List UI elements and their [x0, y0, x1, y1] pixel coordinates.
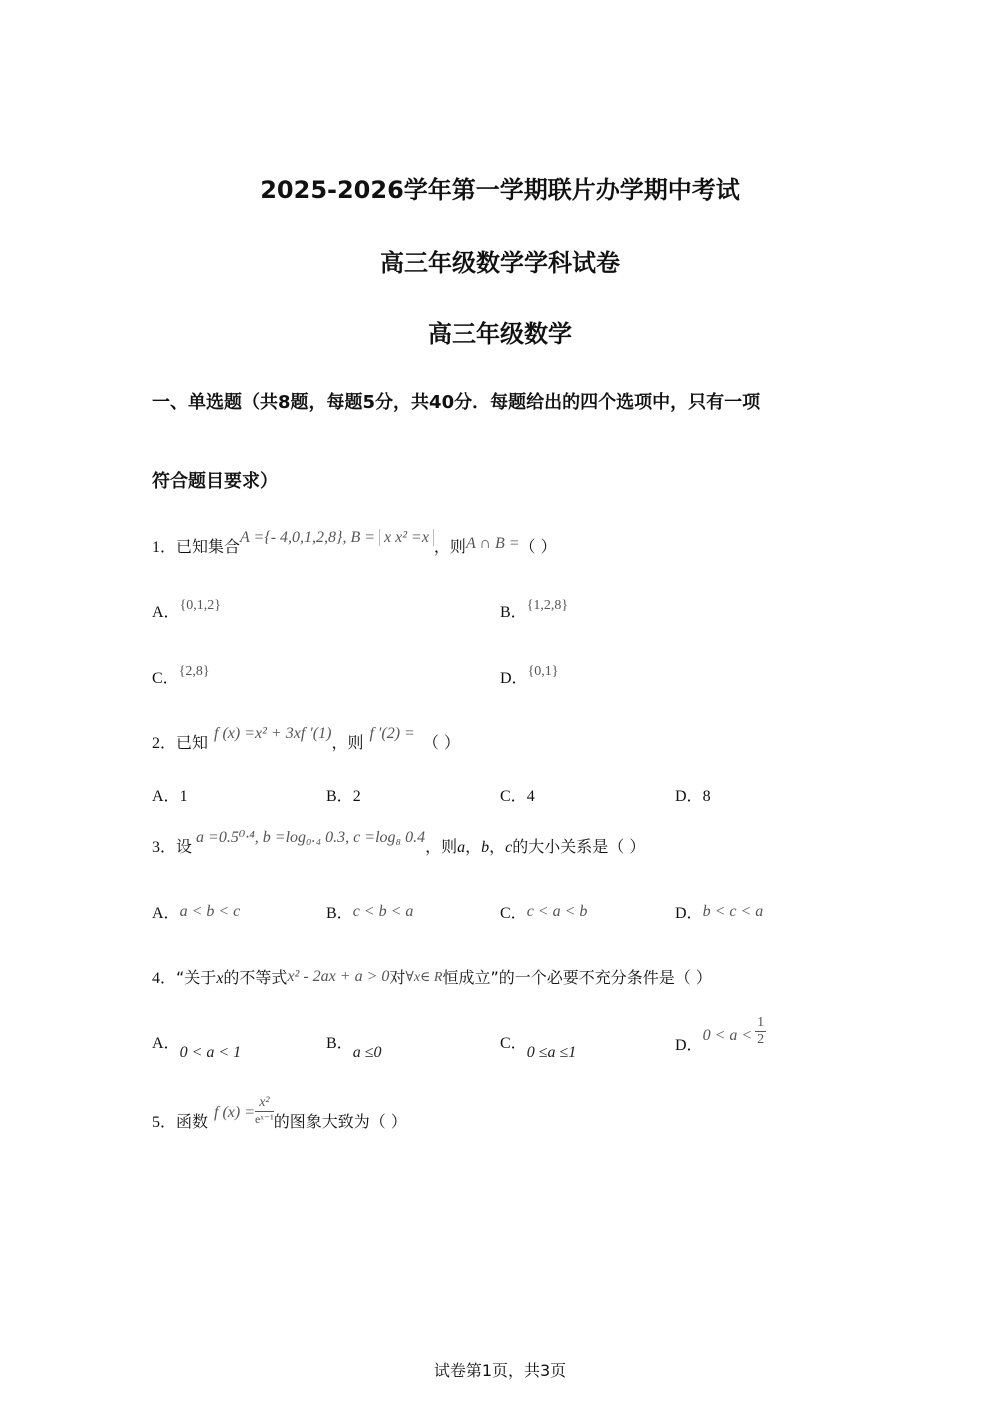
- question-number: 2．: [152, 735, 177, 752]
- option-d: D．b < c < a: [675, 903, 764, 922]
- fraction: $\frac{1}{2}$: [757, 1015, 765, 1047]
- question-text: 的不等式: [223, 968, 288, 987]
- option-value: c < b < a: [352, 903, 414, 920]
- option-c: C．0 ≤a ≤1: [500, 1035, 577, 1061]
- math-expression: a =0.5⁰·⁴, b =log₀.₄ 0.3, c =log₈ 0.4: [196, 829, 426, 846]
- option-a: A．a < b < c: [152, 903, 241, 922]
- question-text: “关于: [176, 968, 217, 987]
- math-expression: f (x) =x² + 3xf ′(1): [214, 725, 332, 742]
- question-number: 1．: [152, 539, 177, 556]
- option-value: b < c < a: [702, 903, 764, 920]
- math-expression: f ′(2) =: [369, 725, 415, 742]
- var-a: a: [457, 839, 466, 856]
- question-text: 已知集合: [176, 537, 241, 556]
- option-a: A．0 < a < 1: [152, 1035, 242, 1061]
- page-footer: 试卷第1页，共3页: [433, 1361, 567, 1380]
- math-expression: ∀x∈ R: [405, 970, 443, 985]
- question-number: 4．: [152, 970, 177, 987]
- question-text: 的图象大致为（ ）: [273, 1112, 407, 1131]
- question-3: 3．设 a =0.5⁰·⁴, b =log₀.₄ 0.3, c =log₈ 0.4，则a，b，c的大小关系是（ ）: [152, 829, 646, 856]
- question-text: 恒成立”的一个必要不充分条件是（ ）: [442, 968, 712, 987]
- question-text: 设: [176, 837, 193, 856]
- exam-subject: 高三年级数学: [428, 320, 572, 348]
- option-value: {1,2,8}: [526, 598, 569, 613]
- option-value: 4: [526, 788, 535, 805]
- option-value: {0,1}: [527, 664, 559, 679]
- question-2: [152, 725, 460, 753]
- option-c: C．c < a < b: [500, 903, 588, 922]
- option-value: a ≤0: [352, 1044, 382, 1061]
- option-value: c < a < b: [526, 903, 588, 920]
- question-text: ，则: [433, 537, 466, 556]
- question-bracket: （ ）: [519, 537, 557, 556]
- math-expression: f (x) =: [214, 1104, 256, 1121]
- var-b: b: [481, 839, 490, 856]
- section-heading-cont: 符合题目要求）: [152, 471, 278, 492]
- question-number: 5．: [152, 1114, 177, 1131]
- option-d: D．8: [675, 788, 711, 805]
- question-text: ，则: [331, 733, 364, 752]
- var-x: x: [216, 970, 224, 987]
- option-value: {0,1,2}: [179, 598, 222, 613]
- option-a: A．{0,1,2}: [152, 598, 222, 621]
- math-set-builder: x x² =x: [379, 529, 434, 546]
- question-bracket: （ ）: [422, 733, 460, 752]
- question-text: 对: [389, 968, 406, 987]
- question-number: 3．: [152, 839, 177, 856]
- fraction: $\frac{\text{x²}}{\text{eˣ⁻¹}}$: [255, 1095, 274, 1126]
- exam-subtitle: 高三年级数学学科试卷: [380, 249, 620, 277]
- option-c: C．4: [500, 788, 535, 805]
- option-d: D．{0,1}: [500, 664, 559, 687]
- option-value: {2,8}: [178, 664, 210, 679]
- math-expression: A ∩ B =: [465, 535, 520, 552]
- var-c: c: [505, 839, 513, 856]
- option-c: C．{2,8}: [152, 664, 210, 687]
- option-d: D．0 < a < $\frac{1}{2}$: [675, 1015, 765, 1054]
- option-value: 1: [179, 788, 188, 805]
- option-b: B．c < b < a: [326, 903, 414, 922]
- section-heading: 一、单选题（共8题，每题5分，共40分．每题给出的四个选项中，只有一项: [152, 392, 761, 413]
- question-text: 函数: [176, 1112, 209, 1131]
- option-a: A．1: [152, 788, 188, 805]
- option-value: 8: [702, 788, 711, 805]
- option-value: 0 ≤a ≤1: [526, 1044, 577, 1061]
- option-value: 0 < a <: [702, 1027, 753, 1044]
- option-b: B．a ≤0: [326, 1035, 382, 1061]
- question-5: [152, 1090, 407, 1131]
- option-b: B．2: [326, 788, 361, 805]
- question-text: 已知: [176, 733, 209, 752]
- question-text: ，则: [425, 837, 458, 856]
- math-expression: x² - 2ax + a > 0: [287, 968, 390, 985]
- option-value: 0 < a < 1: [179, 1044, 242, 1061]
- question-1: [152, 529, 557, 557]
- question-text: 的大小关系是（ ）: [512, 837, 646, 856]
- question-4: [152, 965, 712, 988]
- option-b: B．{1,2,8}: [500, 598, 569, 621]
- option-value: a < b < c: [179, 903, 241, 920]
- exam-title: 2025-2026学年第一学期联片办学期中考试: [260, 176, 740, 204]
- math-expression: A ={- 4,0,1,2,8}, B =: [240, 529, 376, 546]
- option-value: 2: [352, 788, 361, 805]
